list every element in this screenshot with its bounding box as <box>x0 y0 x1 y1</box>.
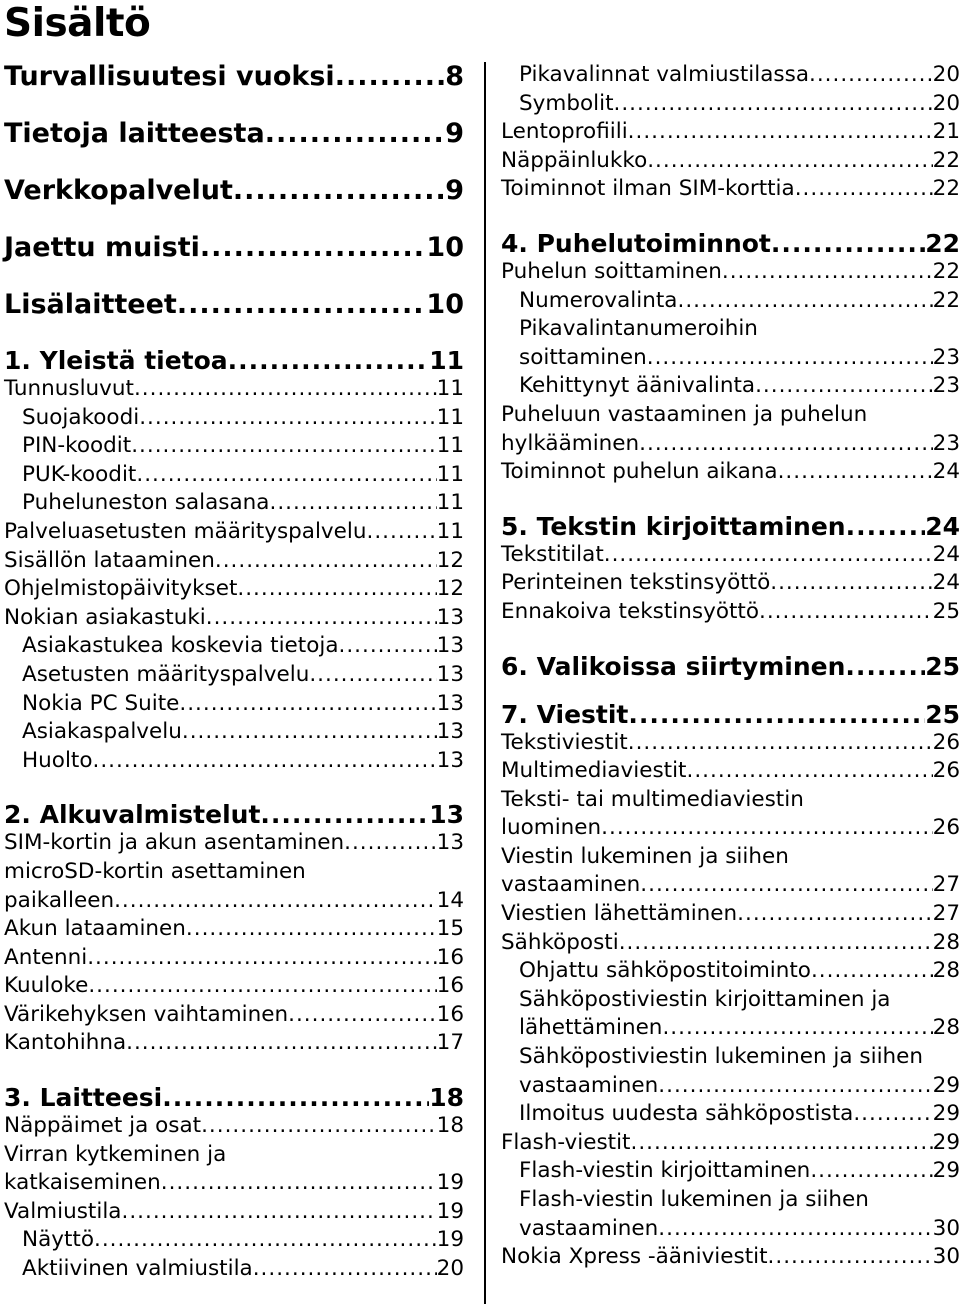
toc-entry-title: Tunnusluvut <box>4 376 134 401</box>
dot-leader <box>201 1112 437 1141</box>
toc-entry-title-continued: vastaaminen <box>519 1215 659 1241</box>
toc-entry-nappainlukko[interactable] <box>501 147 960 176</box>
toc-entry-suojakoodi[interactable] <box>4 404 464 433</box>
dot-leader <box>658 1072 932 1101</box>
page-number: 23 <box>932 373 960 399</box>
dot-leader <box>206 604 437 633</box>
dot-leader <box>647 344 933 373</box>
page-number: 28 <box>932 958 960 984</box>
dot-leader <box>131 432 436 461</box>
toc-entry-teksti-tai-multimediaviestin[interactable] <box>501 786 960 843</box>
toc-entry-title: 7. Viestit <box>501 699 629 729</box>
column-divider <box>484 62 486 1304</box>
dot-leader <box>260 800 429 829</box>
page-number: 25 <box>925 651 960 681</box>
page-number: 29 <box>932 1101 960 1127</box>
toc-entry-ilmoitus-uudesta-sahkopostista[interactable] <box>501 1100 960 1129</box>
page-number: 11 <box>429 346 464 375</box>
toc-entry-title: 3. Laitteesi <box>4 1083 163 1113</box>
toc-entry-title: Värikehyksen vaihtaminen <box>4 1001 289 1027</box>
dot-leader <box>619 929 933 958</box>
dot-leader <box>182 718 437 747</box>
page-number: 22 <box>925 228 960 258</box>
page-number: 13 <box>436 690 464 716</box>
toc-entry-toiminnot-ilman-sim-korttia[interactable] <box>501 175 960 204</box>
toc-entry-title: Nokia Xpress -ääniviestit <box>501 1244 768 1270</box>
dot-leader <box>601 814 932 843</box>
page-number: 13 <box>436 830 464 856</box>
toc-entry-title: Ilmoitus uudesta sähköpostista <box>519 1101 854 1127</box>
toc-entry-1-yleista-tietoa[interactable] <box>4 346 464 375</box>
page-number: 17 <box>436 1030 464 1056</box>
toc-entry-title: microSD-kortin asettaminen <box>4 858 306 884</box>
toc-entry-toiminnot-puhelun-aikana[interactable] <box>501 458 960 487</box>
page-number: 22 <box>932 176 960 202</box>
toc-entry-title: Flash-viestit <box>501 1129 631 1155</box>
dot-leader <box>228 346 430 375</box>
toc-entry-title: Viestien lähettäminen <box>501 901 738 927</box>
toc-entry-viestien-lahettaminen[interactable] <box>501 900 960 929</box>
page-number: 25 <box>925 699 960 729</box>
toc-entry-puheluun-vastaaminen-ja-puhelun[interactable] <box>501 401 960 458</box>
toc-entry-asiakastukea-koskevia-tietoja[interactable] <box>4 632 464 661</box>
toc-entry-tietoja-laitteesta[interactable] <box>4 118 464 175</box>
toc-entry-ohjattu-sahkopostitoiminto[interactable] <box>501 957 960 986</box>
page-number: 11 <box>436 490 464 516</box>
toc-entry-huolto[interactable] <box>4 747 464 776</box>
toc-entry-sahkopostiviestin-kirjoittaminen-ja[interactable] <box>501 986 960 1043</box>
toc-entry-title: Viestin lukeminen ja siihen <box>501 843 789 869</box>
page-number: 11 <box>436 433 464 459</box>
toc-entry-sahkopostiviestin-lukeminen-ja-siihen[interactable] <box>501 1043 960 1100</box>
toc-entry-perinteinen-tekstinsyotto[interactable] <box>501 569 960 598</box>
page-number: 16 <box>436 944 464 970</box>
toc-entry-numerovalinta[interactable] <box>501 287 960 316</box>
toc-entry-valmiustila[interactable] <box>4 1198 464 1227</box>
toc-entry-title: Pikavalinnat valmiustilassa <box>519 62 809 87</box>
page-number: 27 <box>932 901 960 927</box>
toc-entry-4-puhelutoiminnot[interactable] <box>501 229 960 258</box>
dot-leader <box>647 147 932 176</box>
toc-entry-title-continued: hylkääminen <box>501 430 640 456</box>
page-number: 29 <box>932 1129 960 1155</box>
toc-entry-pikavalinnat-valmiustilassa[interactable] <box>501 61 960 90</box>
page-number: 12 <box>436 547 464 573</box>
page-number: 29 <box>932 1072 960 1098</box>
page-number: 20 <box>436 1256 464 1282</box>
toc-entry-title: Verkkopalvelut <box>4 175 233 206</box>
toc-entry-puk-koodit[interactable] <box>4 461 464 490</box>
page-number: 19 <box>436 1227 464 1253</box>
toc-entry-title: Ennakoiva tekstinsyöttö <box>501 598 759 624</box>
page-number: 9 <box>445 175 464 206</box>
dot-leader <box>639 430 932 459</box>
page-number: 13 <box>429 800 464 830</box>
dot-leader <box>630 1129 932 1158</box>
dot-leader <box>677 287 932 316</box>
toc-entry-title: Kuuloke <box>4 973 89 999</box>
dot-leader <box>121 1198 436 1227</box>
toc-entry-kantohihna[interactable] <box>4 1029 464 1058</box>
dot-leader <box>686 757 932 786</box>
toc-entry-ohjelmistopaivitykset[interactable] <box>4 575 464 604</box>
dot-leader <box>162 1083 429 1112</box>
toc-entry-lentoprofiili[interactable] <box>501 118 960 147</box>
page-number: 11 <box>436 461 464 487</box>
page-number: 22 <box>932 258 960 284</box>
toc-entry-title: Puhelun soittaminen <box>501 258 722 284</box>
dot-leader <box>94 1226 437 1255</box>
toc-entry-title: Flash-viestin kirjoittaminen <box>519 1158 811 1184</box>
toc-entry-symbolit[interactable] <box>501 90 960 119</box>
toc-entry-palveluasetusten-maarityspalvelu[interactable] <box>4 518 464 547</box>
dot-leader <box>853 1100 932 1129</box>
page-number: 26 <box>932 758 960 784</box>
dot-leader <box>344 829 437 858</box>
page-number: 29 <box>932 1158 960 1184</box>
section-spacer <box>4 1058 464 1083</box>
page-number: 11 <box>436 518 464 544</box>
toc-entry-title: Näyttö <box>22 1227 94 1253</box>
toc-entry-title: Suojakoodi <box>22 404 140 430</box>
toc-entry-title: Lisälaitteet <box>4 289 177 320</box>
toc-entry-title: Huolto <box>22 747 93 773</box>
page-number: 13 <box>436 633 464 659</box>
dot-leader <box>811 957 933 986</box>
toc-entry-title: Näppäimet ja osat <box>4 1113 202 1139</box>
dot-leader <box>628 729 933 758</box>
dot-leader <box>93 747 437 776</box>
toc-entry-3-laitteesi[interactable] <box>4 1083 464 1112</box>
toc-entry-title: 2. Alkuvalmistelut <box>4 800 261 830</box>
toc-entry-nokia-pc-suite[interactable] <box>4 690 464 719</box>
dot-leader <box>755 372 933 401</box>
page-number: 30 <box>932 1215 960 1241</box>
toc-entry-title: Palveluasetusten määrityspalvelu <box>4 518 367 544</box>
page-number: 24 <box>925 511 960 541</box>
dot-leader <box>759 598 933 627</box>
page-number: 20 <box>932 90 960 116</box>
dot-leader <box>114 887 437 916</box>
dot-leader <box>614 90 933 119</box>
toc-entry-puheluneston-salasana[interactable] <box>4 489 464 518</box>
toc-entry-title: Kehittynyt äänivalinta <box>519 373 756 399</box>
toc-right-column <box>501 61 960 1272</box>
toc-entry-title: Valmiustila <box>4 1198 122 1224</box>
page-number: 22 <box>932 147 960 173</box>
page-number: 16 <box>436 1001 464 1027</box>
page-number: 8 <box>445 61 464 92</box>
toc-entry-kehittynyt-aanivalinta[interactable] <box>501 372 960 401</box>
toc-entry-title: Numerovalinta <box>519 287 678 313</box>
dot-leader <box>604 541 933 570</box>
dot-leader <box>339 632 437 661</box>
page-number: 10 <box>426 289 464 320</box>
toc-entry-title: 5. Tekstin kirjoittaminen <box>501 511 846 541</box>
toc-entry-6-valikoissa-siirtyminen[interactable] <box>501 652 960 681</box>
page-number: 30 <box>932 1244 960 1270</box>
toc-entry-tunnusluvut[interactable] <box>4 375 464 404</box>
toc-entry-title: Nokia PC Suite <box>22 690 180 716</box>
toc-entry-ennakoiva-tekstinsyotto[interactable] <box>501 598 960 627</box>
section-spacer <box>501 487 960 512</box>
page-number: 19 <box>436 1170 464 1196</box>
page-number: 26 <box>932 815 960 841</box>
page-number: 24 <box>932 459 960 485</box>
page-number: 21 <box>932 119 960 145</box>
dot-leader <box>87 944 436 973</box>
dot-leader <box>778 458 933 487</box>
toc-entry-title: 1. Yleistä tietoa <box>4 346 228 375</box>
page-number: 15 <box>436 916 464 942</box>
dot-leader <box>179 690 436 719</box>
toc-entry-kuuloke[interactable] <box>4 972 464 1001</box>
toc-entry-virran-kytkeminen-ja[interactable] <box>4 1141 464 1198</box>
toc-entry-title-continued: lähettäminen <box>519 1015 663 1041</box>
dot-leader <box>233 175 445 207</box>
toc-entry-title: Pikavalintanumeroihin <box>519 316 758 342</box>
toc-entry-verkkopalvelut[interactable] <box>4 175 464 232</box>
dot-leader <box>810 1157 932 1186</box>
toc-entry-title-continued: soittaminen <box>519 344 647 370</box>
toc-left-column <box>4 61 464 1284</box>
toc-entry-title: Puheluun vastaaminen ja puhelun <box>501 401 868 427</box>
toc-entry-pikavalintanumeroihin[interactable] <box>501 315 960 372</box>
toc-entry-naytto[interactable] <box>4 1226 464 1255</box>
section-spacer <box>501 627 960 652</box>
toc-entry-title: SIM-kortin ja akun asentaminen <box>4 830 345 856</box>
page-number: 9 <box>445 118 464 149</box>
dot-leader <box>335 61 446 93</box>
page-number: 16 <box>436 973 464 999</box>
page-number: 28 <box>932 929 960 955</box>
page-number: 24 <box>932 541 960 567</box>
dot-leader <box>253 1255 437 1284</box>
page-number: 13 <box>436 719 464 745</box>
dot-leader <box>846 512 926 541</box>
page-number: 13 <box>436 604 464 630</box>
toc-entry-flash-viestin-kirjoittaminen[interactable] <box>501 1157 960 1186</box>
toc-entry-lisalaitteet[interactable] <box>4 289 464 346</box>
toc-entry-akun-lataaminen[interactable] <box>4 915 464 944</box>
toc-entry-5-tekstin-kirjoittaminen[interactable] <box>501 512 960 541</box>
dot-leader <box>658 1215 932 1244</box>
toc-entry-title: PUK-koodit <box>22 461 137 487</box>
page-number: 13 <box>436 747 464 773</box>
page-number: 14 <box>436 887 464 913</box>
toc-entry-title: Tekstitilat <box>501 541 604 567</box>
dot-leader <box>200 232 427 264</box>
dot-leader <box>126 1029 437 1058</box>
toc-entry-asetusten-maarityspalvelu[interactable] <box>4 661 464 690</box>
dot-leader <box>177 289 427 321</box>
section-spacer <box>501 681 960 700</box>
toc-entry-title-continued: vastaaminen <box>501 872 641 898</box>
dot-leader <box>269 489 436 518</box>
dot-leader <box>770 569 932 598</box>
dot-leader <box>288 1001 437 1030</box>
dot-leader <box>771 229 925 258</box>
toc-entry-title: Asetusten määrityspalvelu <box>22 661 310 687</box>
toc-entry-title: Aktiivinen valmiustila <box>22 1256 253 1282</box>
toc-entry-title-continued: paikalleen <box>4 887 115 913</box>
dot-leader <box>237 575 436 604</box>
dot-leader <box>722 258 933 287</box>
toc-entry-title: 6. Valikoissa siirtyminen <box>501 651 846 681</box>
toc-entry-microsd-kortin-asettaminen[interactable] <box>4 858 464 915</box>
toc-entry-title: Perinteinen tekstinsyöttö <box>501 570 771 596</box>
toc-entry-pin-koodit[interactable] <box>4 432 464 461</box>
toc-entry-title: Sisällön lataaminen <box>4 547 215 573</box>
page-number: 11 <box>436 404 464 430</box>
toc-entry-title: Multimediaviestit <box>501 758 687 784</box>
page-number: 25 <box>932 598 960 624</box>
toc-entry-tekstitilat[interactable] <box>501 541 960 570</box>
toc-entry-varikehyksen-vaihtaminen[interactable] <box>4 1001 464 1030</box>
toc-entry-title: Teksti- tai multimediaviestin <box>501 786 804 812</box>
toc-entry-7-viestit[interactable] <box>501 700 960 729</box>
toc-entry-title: Flash-viestin lukeminen ja siihen <box>519 1187 869 1212</box>
page-number: 20 <box>932 62 960 87</box>
toc-entry-sim-kortin-ja-akun-asentaminen[interactable] <box>4 829 464 858</box>
page-number: 10 <box>426 232 464 263</box>
section-spacer <box>4 775 464 800</box>
toc-entry-puhelun-soittaminen[interactable] <box>501 258 960 287</box>
page-number: 23 <box>932 430 960 456</box>
toc-entry-nokia-xpress-aaniviestit[interactable] <box>501 1243 960 1272</box>
dot-leader <box>737 900 932 929</box>
dot-leader <box>265 118 446 150</box>
toc-entry-tekstiviestit[interactable] <box>501 729 960 758</box>
toc-entry-title: Tekstiviestit <box>501 729 628 755</box>
dot-leader <box>161 1169 437 1198</box>
page-number: 11 <box>436 376 464 401</box>
toc-entry-title: Asiakaspalvelu <box>22 719 182 745</box>
page-number: 19 <box>436 1198 464 1224</box>
toc-entry-title-continued: luominen <box>501 815 602 841</box>
page-number: 22 <box>932 287 960 313</box>
dot-leader <box>640 871 932 900</box>
toc-entry-sisallon-lataaminen[interactable] <box>4 547 464 576</box>
toc-entry-asiakaspalvelu[interactable] <box>4 718 464 747</box>
dot-leader <box>136 461 436 490</box>
toc-entry-title: Jaettu muisti <box>4 232 200 263</box>
toc-entry-aktiivinen-valmiustila[interactable] <box>4 1255 464 1284</box>
toc-entry-title: 4. Puhelutoiminnot <box>501 228 771 258</box>
dot-leader <box>309 661 436 690</box>
toc-entry-title: Näppäinlukko <box>501 147 648 173</box>
page-number: 28 <box>932 1015 960 1041</box>
page-number: 12 <box>436 576 464 602</box>
toc-entry-title: Turvallisuutesi vuoksi <box>4 61 335 92</box>
page-title: Sisältö <box>4 1 151 46</box>
toc-entry-title-continued: katkaiseminen <box>4 1170 161 1196</box>
dot-leader <box>662 1014 932 1043</box>
toc-entry-title: Toiminnot puhelun aikana <box>501 459 778 485</box>
page-number: 27 <box>932 872 960 898</box>
toc-entry-title: Symbolit <box>519 90 614 116</box>
section-spacer <box>501 204 960 229</box>
toc-entry-antenni[interactable] <box>4 944 464 973</box>
toc-entry-title: Lentoprofiili <box>501 119 628 145</box>
toc-entry-title: Sähköpostiviestin lukeminen ja siihen <box>519 1044 924 1070</box>
toc-entry-viestin-lukeminen-ja-siihen[interactable] <box>501 843 960 900</box>
page-number: 24 <box>932 570 960 596</box>
toc-entry-2-alkuvalmistelut[interactable] <box>4 800 464 829</box>
toc-entry-turvallisuutesi-vuoksi[interactable] <box>4 61 464 118</box>
toc-entry-title: PIN-koodit <box>22 433 132 459</box>
toc-entry-title: Ohjattu sähköpostitoiminto <box>519 958 811 984</box>
toc-entry-title: Sähköposti <box>501 929 619 955</box>
toc-entry-title: Ohjelmistopäivitykset <box>4 576 238 602</box>
dot-leader <box>628 700 925 729</box>
dot-leader <box>134 375 437 404</box>
toc-entry-title: Antenni <box>4 944 88 970</box>
page-number: 13 <box>436 661 464 687</box>
dot-leader <box>186 915 437 944</box>
toc-entry-title: Akun lataaminen <box>4 916 186 942</box>
dot-leader <box>88 972 436 1001</box>
page-number: 18 <box>436 1113 464 1139</box>
dot-leader <box>845 652 925 681</box>
page-number: 26 <box>932 729 960 755</box>
dot-leader <box>215 547 437 576</box>
toc-entry-jaettu-muisti[interactable] <box>4 232 464 289</box>
toc-entry-title-continued: vastaaminen <box>519 1072 659 1098</box>
toc-entry-multimediaviestit[interactable] <box>501 757 960 786</box>
toc-entry-title: Puheluneston salasana <box>22 490 270 516</box>
page-number: 18 <box>429 1083 464 1113</box>
dot-leader <box>367 518 437 547</box>
toc-entry-sahkoposti[interactable] <box>501 929 960 958</box>
toc-entry-nappaimet-ja-osat[interactable] <box>4 1112 464 1141</box>
dot-leader <box>768 1243 933 1272</box>
toc-entry-nokian-asiakastuki[interactable] <box>4 604 464 633</box>
dot-leader <box>139 404 436 433</box>
toc-entry-title: Sähköpostiviestin kirjoittaminen ja <box>519 986 891 1012</box>
dot-leader <box>795 175 933 204</box>
toc-entry-title: Asiakastukea koskevia tietoja <box>22 633 339 659</box>
dot-leader <box>628 118 933 147</box>
toc-entry-title: Toiminnot ilman SIM-korttia <box>501 176 795 202</box>
toc-entry-flash-viestit[interactable] <box>501 1129 960 1158</box>
page-number: 23 <box>932 344 960 370</box>
toc-entry-title: Tietoja laitteesta <box>4 118 265 149</box>
dot-leader <box>809 61 933 90</box>
toc-entry-title: Kantohihna <box>4 1030 127 1056</box>
toc-entry-title: Virran kytkeminen ja <box>4 1141 227 1167</box>
toc-entry-title: Nokian asiakastuki <box>4 604 206 630</box>
toc-entry-flash-viestin-lukeminen-ja-siihen[interactable] <box>501 1186 960 1243</box>
